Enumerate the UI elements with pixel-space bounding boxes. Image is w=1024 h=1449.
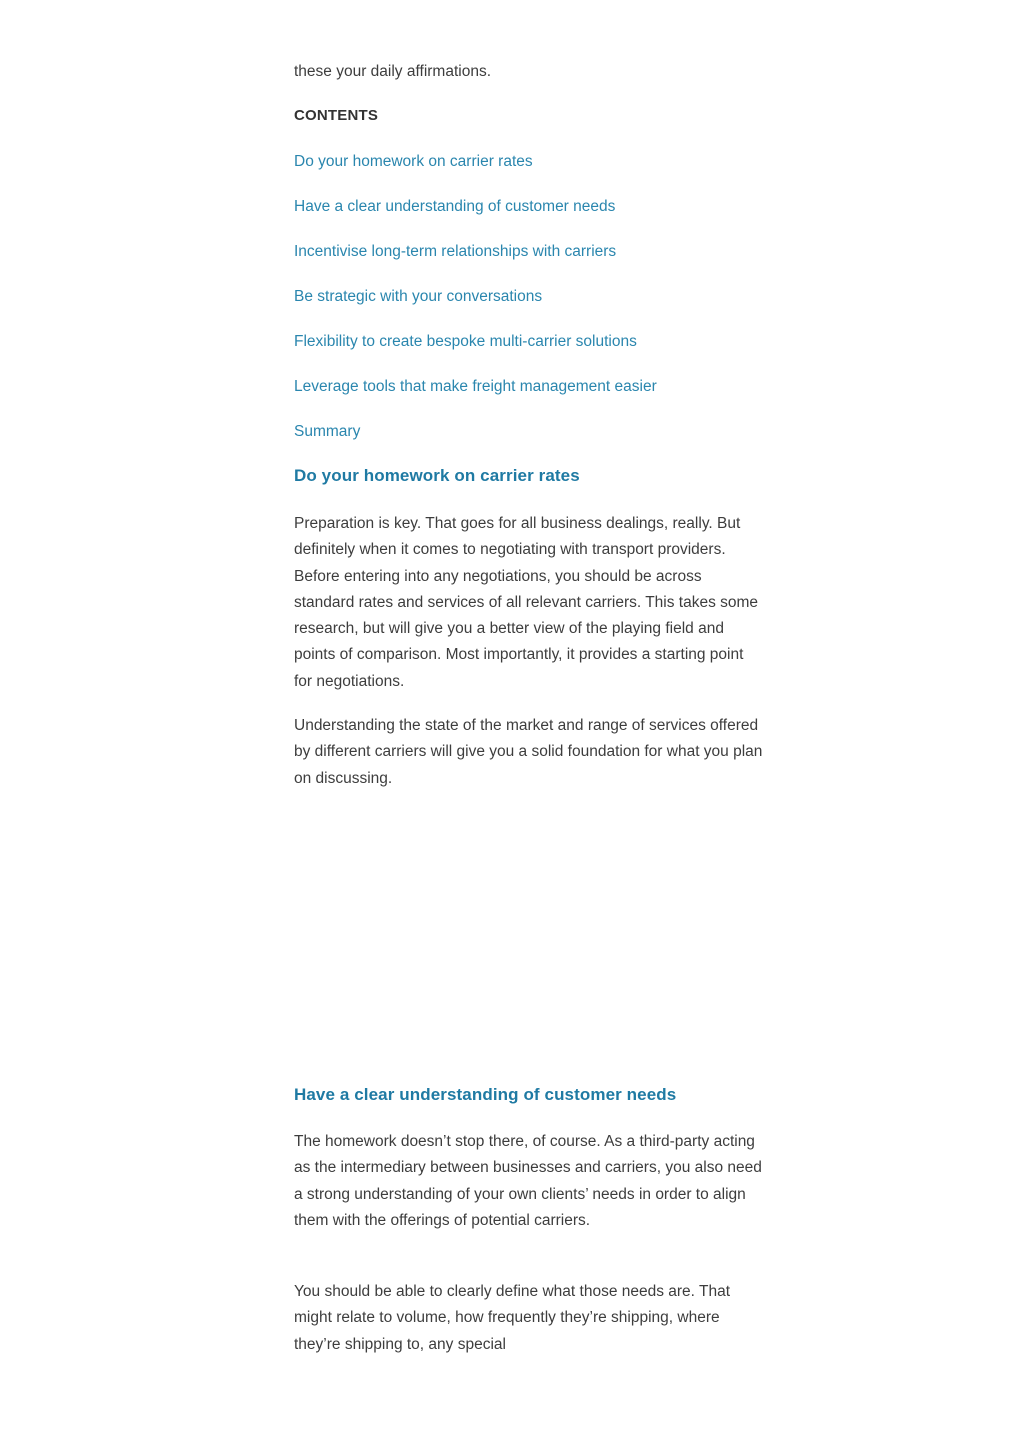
table-of-contents bbox=[294, 152, 657, 467]
section-paragraph: The homework doesn’t stop there, of course. As a third-party acting as the intermediary between businesses and carriers, you also need a strong understanding of your own clients’ needs in order to align them with the offerings of potential carriers. bbox=[294, 1133, 762, 1229]
intro-text: these your daily affirmations. bbox=[294, 63, 492, 80]
toc-link-multi-carrier[interactable]: Flexibility to create bespoke multi-carrier solutions bbox=[294, 333, 637, 350]
toc-item bbox=[294, 377, 657, 422]
section-paragraph: You should be able to clearly define what those needs are. That might relate to volume, how frequently they’re shipping, where they’re shipping to, any special bbox=[294, 1283, 731, 1353]
toc-item bbox=[294, 332, 657, 377]
toc-item bbox=[294, 242, 657, 287]
toc-link-customer-needs[interactable]: Have a clear understanding of customer needs bbox=[294, 198, 616, 215]
toc-item bbox=[294, 287, 657, 332]
toc-link-tools[interactable]: Leverage tools that make freight management easier bbox=[294, 378, 657, 395]
section-paragraph: Understanding the state of the market and range of services offered by different carriers will give you a solid foundation for what you plan on discussing. bbox=[294, 717, 763, 787]
section-heading-homework: Do your homework on carrier rates bbox=[294, 466, 580, 485]
toc-item bbox=[294, 422, 657, 467]
section-heading-customer-needs: Have a clear understanding of customer needs bbox=[294, 1085, 677, 1104]
contents-title: CONTENTS bbox=[294, 107, 379, 124]
toc-item bbox=[294, 197, 657, 242]
toc-link-homework[interactable]: Do your homework on carrier rates bbox=[294, 153, 533, 170]
toc-link-strategic-conversations[interactable]: Be strategic with your conversations bbox=[294, 288, 543, 305]
toc-link-long-term-relationships[interactable]: Incentivise long-term relationships with carriers bbox=[294, 243, 617, 260]
toc-link-summary[interactable]: Summary bbox=[294, 423, 361, 440]
toc-item bbox=[294, 152, 657, 197]
section-paragraph: Preparation is key. That goes for all business dealings, really. But definitely when it comes to negotiating with transport providers. Before entering into any negotiations, you should be across standard rates and services of all relevant carriers. This takes some research, but will give you a better view of the playing field and points of comparison. Most importantly, it provides a starting point for negotiations. bbox=[294, 515, 759, 690]
